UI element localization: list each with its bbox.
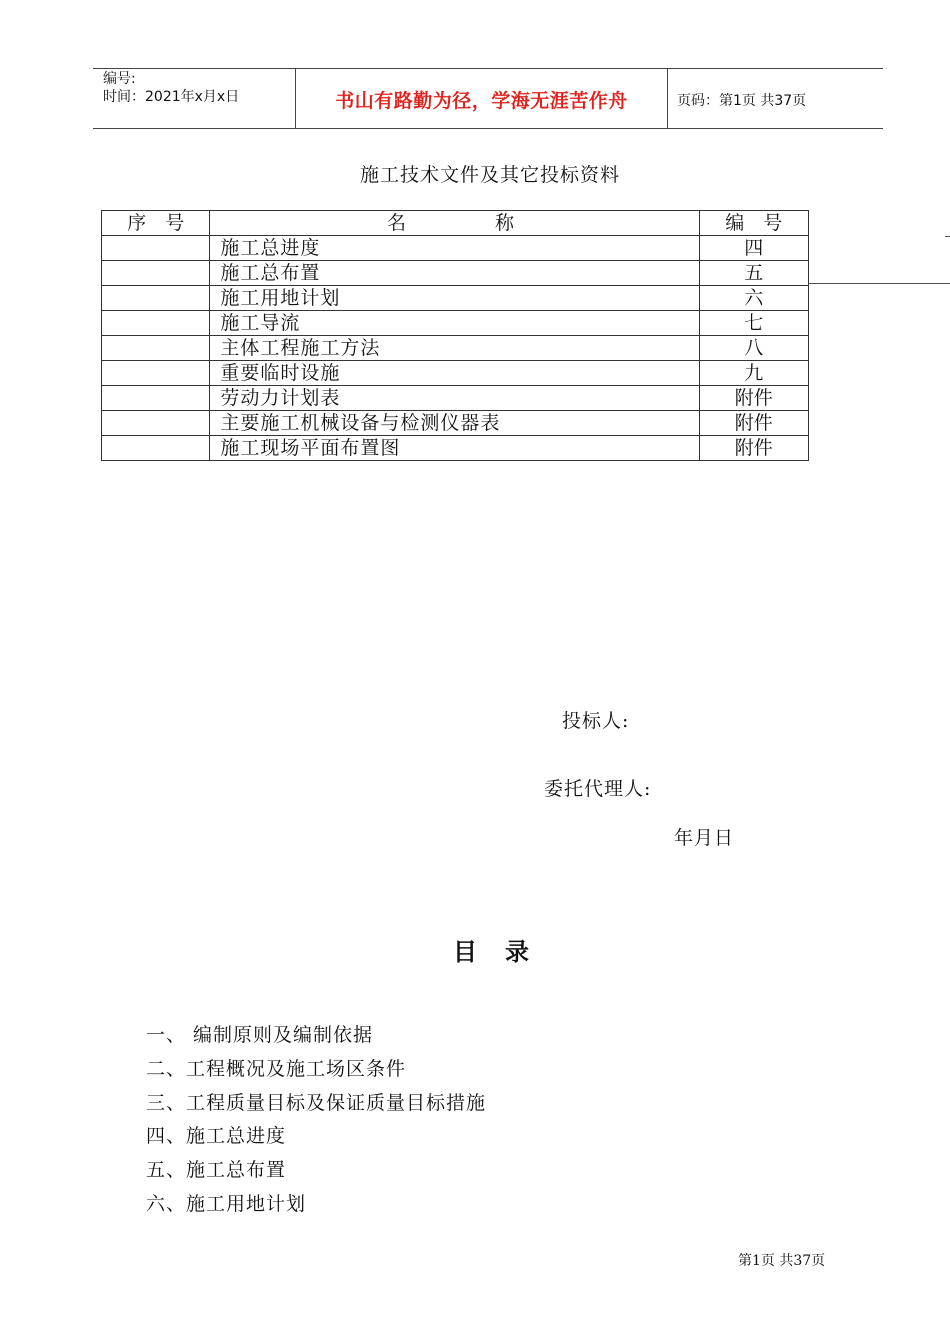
date-label: 年月日 <box>674 827 735 849</box>
table-header-row <box>102 211 809 236</box>
toc-item: 四、施工总进度 <box>146 1125 287 1147</box>
toc-item: 五、施工总布置 <box>146 1159 287 1181</box>
header-number-label: 编号: <box>103 71 136 87</box>
header-name: 名 称 <box>210 211 699 236</box>
row-seq <box>102 411 210 436</box>
row-seq <box>102 436 210 461</box>
table-row <box>102 261 809 286</box>
row-name: 主要施工机械设备与检测仪器表 <box>210 411 699 436</box>
row-code: 七 <box>699 311 808 336</box>
row-name: 施工导流 <box>210 311 699 336</box>
toc-item: 二、工程概况及施工场区条件 <box>146 1058 407 1080</box>
table-row <box>102 236 809 261</box>
row-code: 附件 <box>699 411 808 436</box>
header-code: 编 号 <box>699 211 808 236</box>
row-code: 八 <box>699 336 808 361</box>
row-seq <box>102 311 210 336</box>
bidder-label: 投标人: <box>562 710 630 732</box>
header-meta <box>103 70 239 106</box>
items-table <box>101 210 809 461</box>
header-page-info: 页码：第1页 共37页 <box>677 93 807 109</box>
row-name: 施工总进度 <box>210 236 699 261</box>
toc-item: 六、施工用地计划 <box>146 1193 307 1215</box>
row-seq <box>102 361 210 386</box>
agent-label: 委托代理人: <box>544 778 652 800</box>
table-row <box>102 286 809 311</box>
row-name: 主体工程施工方法 <box>210 336 699 361</box>
row-code: 六 <box>699 286 808 311</box>
row-seq <box>102 336 210 361</box>
table-row <box>102 311 809 336</box>
row-name: 重要临时设施 <box>210 361 699 386</box>
document-title: 施工技术文件及其它投标资料 <box>359 164 620 186</box>
table-row <box>102 361 809 386</box>
header-top-rule <box>93 68 883 69</box>
toc-item: 三、工程质量目标及保证质量目标措施 <box>146 1092 487 1114</box>
row-name: 施工现场平面布置图 <box>210 436 699 461</box>
row-code: 附件 <box>699 386 808 411</box>
header-divider-right <box>667 68 668 129</box>
header-bottom-rule <box>93 128 883 129</box>
table-row <box>102 336 809 361</box>
header-seq: 序 号 <box>102 211 210 236</box>
row-code: 九 <box>699 361 808 386</box>
footer-page-info: 第1页 共37页 <box>738 1253 826 1269</box>
table-row <box>102 436 809 461</box>
stray-tick <box>945 236 950 237</box>
header-motto: 书山有路勤为径，学海无涯苦作舟 <box>335 90 628 112</box>
stray-rule <box>809 283 950 284</box>
table-row <box>102 411 809 436</box>
row-code: 四 <box>699 236 808 261</box>
row-seq <box>102 236 210 261</box>
row-seq <box>102 261 210 286</box>
row-code: 五 <box>699 261 808 286</box>
header-time-label: 时间：2021年x月x日 <box>103 89 240 105</box>
table-row <box>102 386 809 411</box>
toc-title: 目录 <box>453 937 557 966</box>
toc-item: 一、 编制原则及编制依据 <box>146 1024 374 1046</box>
row-seq <box>102 386 210 411</box>
row-seq <box>102 286 210 311</box>
row-name: 施工用地计划 <box>210 286 699 311</box>
row-name: 劳动力计划表 <box>210 386 699 411</box>
row-code: 附件 <box>699 436 808 461</box>
row-name: 施工总布置 <box>210 261 699 286</box>
